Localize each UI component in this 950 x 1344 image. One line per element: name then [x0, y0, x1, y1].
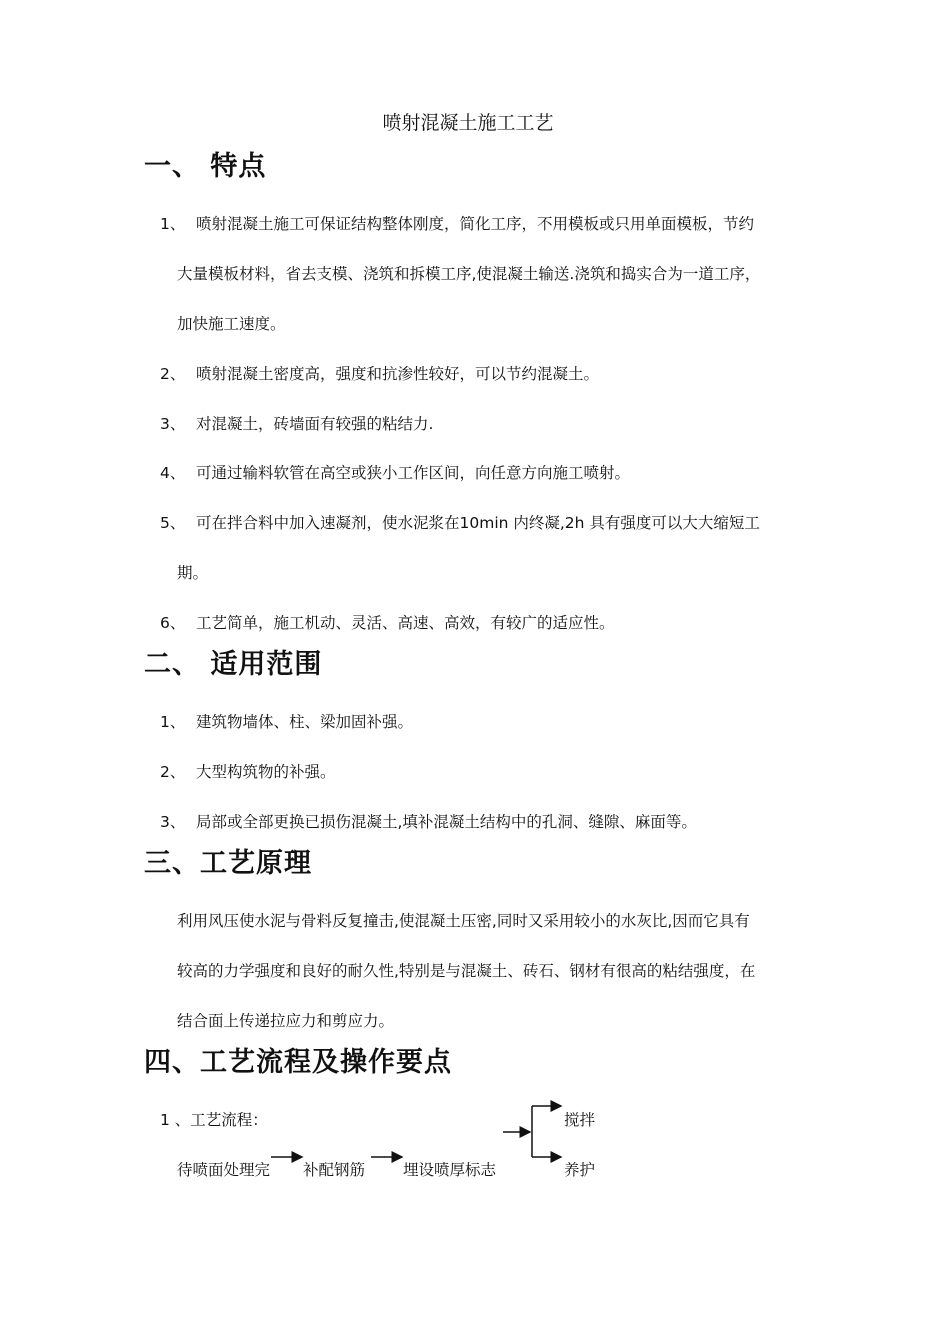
- item-number: 1、: [160, 713, 186, 731]
- item-text: 局部或全部更换已损伤混凝土,填补混凝土结构中的孔洞、缝隙、麻面等。: [196, 813, 697, 831]
- item-number: 5、: [160, 514, 186, 532]
- item-text: 大型构筑物的补强。: [196, 763, 336, 781]
- paragraph-line: 结合面上传递拉应力和剪应力。: [177, 1012, 395, 1030]
- item-text: 喷射混凝土密度高，强度和抗渗性较好，可以节约混凝土。: [196, 365, 600, 383]
- item-text: 可通过输料软管在高空或狭小工作区间，向任意方向施工喷射。: [196, 464, 631, 482]
- flow-step-rebar: 补配钢筋: [303, 1161, 366, 1179]
- item-text: 大量模板材料，省去支模、浇筑和拆模工序,使混凝土输送.浇筑和捣实合为一道工序，: [177, 265, 761, 283]
- item-text: 期。: [177, 564, 209, 582]
- subsection-title: 1 、工艺流程：: [160, 1111, 268, 1129]
- flow-branch-curing: 养护: [564, 1161, 596, 1179]
- section3-heading: 三、工艺原理: [144, 848, 312, 879]
- item-text: 喷射混凝土施工可保证结构整体刚度，简化工序，不用模板或只用单面模板，节约: [196, 215, 755, 233]
- item-text: 建筑物墙体、柱、梁加固补强。: [196, 713, 414, 731]
- item-number: 4、: [160, 464, 186, 482]
- flow-step-thickness-marker: 埋设喷厚标志: [403, 1161, 497, 1179]
- item-text: 工艺简单，施工机动、灵活、高速、高效，有较广的适应性。: [196, 614, 615, 632]
- section4-heading: 四、工艺流程及操作要点: [144, 1047, 452, 1078]
- flow-branch-mixing: 搅拌: [564, 1111, 596, 1129]
- item-number: 2、: [160, 365, 186, 383]
- paragraph-line: 利用风压使水泥与骨料反复撞击,使混凝土压密,同时又采用较小的水灰比,因而它具有: [177, 912, 750, 930]
- item-number: 6、: [160, 614, 186, 632]
- paragraph-line: 较高的力学强度和良好的耐久性,特别是与混凝土、砖石、钢材有很高的粘结强度，在: [177, 962, 756, 980]
- item-number: 3、: [160, 813, 186, 831]
- item-text: 加快施工速度。: [177, 315, 286, 333]
- item-text: 可在拌合料中加入速凝剂，使水泥浆在10min 内终凝,2h 具有强度可以大大缩短工: [196, 514, 760, 532]
- item-number: 3、: [160, 415, 186, 433]
- section2-heading: 二、 适用范围: [144, 649, 323, 680]
- item-number: 1、: [160, 215, 186, 233]
- item-text: 对混凝土，砖墙面有较强的粘结力.: [196, 415, 434, 433]
- section1-heading: 一、 特点: [144, 151, 267, 182]
- item-number: 2、: [160, 763, 186, 781]
- page-title: 喷射混凝土施工工艺: [382, 112, 554, 134]
- flow-step-surface-prep: 待喷面处理完: [177, 1161, 271, 1179]
